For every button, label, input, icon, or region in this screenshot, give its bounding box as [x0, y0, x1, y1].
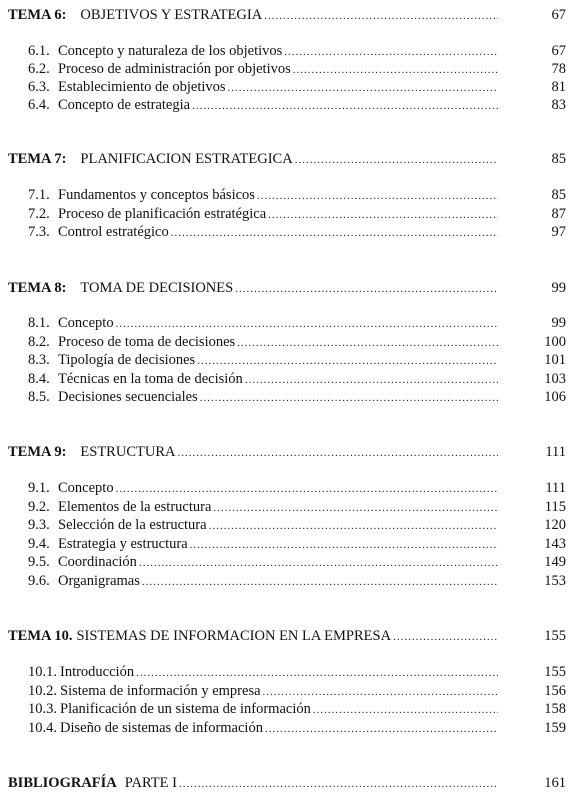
toc-section-row	[28, 572, 566, 591]
chapter-number: TEMA 10.	[8, 628, 73, 644]
toc-section-row	[28, 60, 566, 79]
dot-leader	[265, 720, 498, 738]
dot-leader	[263, 683, 498, 701]
page-number: 83	[551, 97, 566, 113]
section-number: 9.1.	[28, 480, 50, 496]
dot-leader	[179, 775, 498, 793]
chapter-title: OBJETIVOS Y ESTRATEGIA	[80, 7, 263, 23]
dot-leader	[116, 480, 498, 498]
toc-entry-label	[28, 388, 198, 406]
toc-entry-label	[8, 443, 175, 461]
page-number: 143	[544, 536, 566, 552]
section-title: Estrategia y estructura	[58, 536, 188, 552]
toc-section-row	[28, 553, 566, 572]
chapter-number: BIBLIOGRAFÍA	[8, 775, 117, 791]
section-title: Proceso de toma de decisiones	[58, 334, 236, 350]
section-number: 8.5.	[28, 389, 50, 405]
toc-section-row	[28, 370, 566, 389]
toc-chapter-row	[8, 279, 566, 298]
toc-entry-label	[8, 150, 293, 168]
toc-entry-label	[28, 60, 291, 78]
section-title: Control estratégico	[58, 224, 169, 240]
section-number: 7.3.	[28, 224, 50, 240]
chapter-title: ESTRUCTURA	[80, 444, 176, 460]
toc-section-row	[28, 535, 566, 554]
chapter-number: TEMA 9:	[8, 444, 67, 460]
section-number: 6.3.	[28, 79, 50, 95]
dot-leader	[295, 151, 498, 169]
toc-section-row	[28, 498, 566, 517]
page-number: 111	[545, 480, 566, 496]
section-number: 9.5.	[28, 554, 50, 570]
page-number: 155	[544, 664, 566, 680]
toc-entry-label	[28, 370, 243, 388]
chapter-title: SISTEMAS DE INFORMACION EN LA EMPRESA	[76, 628, 392, 644]
toc-entry-label	[28, 516, 207, 534]
page-number: 111	[545, 444, 566, 460]
section-title: Introducción	[60, 664, 135, 680]
toc-section-row	[28, 205, 566, 224]
section-number: 6.4.	[28, 97, 50, 113]
toc-entry-label	[28, 96, 190, 114]
dot-leader	[190, 536, 498, 554]
toc-entry-label	[28, 223, 169, 241]
dot-leader	[116, 315, 498, 333]
section-title: Fundamentos y conceptos básicos	[58, 187, 255, 203]
page-number: 103	[544, 371, 566, 387]
section-title: Planificación de un sistema de información	[60, 701, 311, 717]
section-number: 10.3.	[28, 701, 57, 717]
dot-leader	[313, 701, 498, 719]
page-number: 67	[551, 7, 566, 23]
section-title: Elementos de la estructura	[58, 499, 212, 515]
toc-section-row	[28, 223, 566, 242]
page-number: 149	[544, 554, 566, 570]
toc-section-row	[28, 333, 566, 352]
section-number: 7.1.	[28, 187, 50, 203]
toc-entry-label	[28, 682, 261, 700]
chapter-number: TEMA 7:	[8, 151, 67, 167]
toc-entry-label	[8, 6, 262, 24]
dot-leader	[136, 664, 498, 682]
page-number: 87	[551, 206, 566, 222]
dot-leader	[209, 517, 498, 535]
dot-leader	[235, 280, 498, 298]
toc-entry-label	[28, 314, 114, 332]
toc-chapter-row	[8, 150, 566, 169]
dot-leader	[393, 628, 498, 646]
dot-leader	[264, 7, 498, 25]
section-title: Coordinación	[58, 554, 137, 570]
dot-leader	[228, 79, 498, 97]
section-title: Proceso de planificación estratégica	[58, 206, 267, 222]
page-number: 78	[551, 61, 566, 77]
section-number: 8.4.	[28, 371, 50, 387]
page-number: 85	[551, 187, 566, 203]
page-number: 158	[544, 701, 566, 717]
toc-entry-label	[28, 498, 211, 516]
page-number: 99	[551, 280, 566, 296]
chapter-title: TOMA DE DECISIONES	[80, 280, 234, 296]
dot-leader	[192, 97, 498, 115]
page-number: 161	[544, 775, 566, 791]
section-number: 9.6.	[28, 573, 50, 589]
toc-chapter-row	[8, 627, 566, 646]
toc-section-row	[28, 682, 566, 701]
section-title: Concepto	[58, 315, 114, 331]
section-number: 10.1.	[28, 664, 57, 680]
dot-leader	[284, 43, 498, 61]
toc-entry-label	[8, 774, 177, 792]
section-number: 6.2.	[28, 61, 50, 77]
toc-entry-label	[28, 205, 266, 223]
section-number: 6.1.	[28, 43, 50, 59]
dot-leader	[245, 371, 498, 389]
page-number: 99	[551, 315, 566, 331]
toc-entry-label	[28, 42, 282, 60]
toc-section-row	[28, 351, 566, 370]
page-number: 156	[544, 683, 566, 699]
page-number: 67	[551, 43, 566, 59]
section-title: Proceso de administración por objetivos	[58, 61, 291, 77]
dot-leader	[200, 389, 498, 407]
page-number: 115	[544, 499, 566, 515]
toc-entry-label	[28, 535, 188, 553]
toc-section-row	[28, 479, 566, 498]
dot-leader	[142, 573, 498, 591]
section-title: Diseño de sistemas de información	[60, 720, 263, 736]
toc-chapter-row	[8, 443, 566, 462]
section-number: 8.3.	[28, 352, 50, 368]
section-number: 9.2.	[28, 499, 50, 515]
toc-entry-label	[28, 333, 235, 351]
section-number: 7.2.	[28, 206, 50, 222]
section-number: 9.4.	[28, 536, 50, 552]
toc-entry-label	[28, 553, 137, 571]
page-number: 97	[551, 224, 566, 240]
page-number: 106	[544, 389, 566, 405]
toc-section-row	[28, 186, 566, 205]
dot-leader	[237, 334, 498, 352]
section-number: 8.2.	[28, 334, 50, 350]
dot-leader	[268, 206, 498, 224]
toc-entry-label	[28, 479, 114, 497]
page-number: 155	[544, 628, 566, 644]
section-title: Concepto	[58, 480, 114, 496]
section-number: 10.4.	[28, 720, 57, 736]
dot-leader	[177, 444, 498, 462]
toc-section-row	[28, 96, 566, 115]
section-number: 10.2.	[28, 683, 57, 699]
section-title: Establecimiento de objetivos	[58, 79, 226, 95]
dot-leader	[293, 61, 498, 79]
toc-section-row	[28, 700, 566, 719]
toc-entry-label	[28, 78, 226, 96]
chapter-title: PARTE I	[124, 775, 177, 791]
toc-entry-label	[28, 186, 255, 204]
dot-leader	[171, 224, 498, 242]
toc-entry-label	[8, 627, 391, 645]
section-number: 8.1.	[28, 315, 50, 331]
toc-section-row	[28, 388, 566, 407]
dot-leader	[139, 554, 498, 572]
page-number: 153	[544, 573, 566, 589]
toc-section-row	[28, 516, 566, 535]
section-title: Decisiones secuenciales	[58, 389, 198, 405]
page-number: 101	[544, 352, 566, 368]
section-title: Concepto de estrategia	[58, 97, 191, 113]
page-number: 159	[544, 720, 566, 736]
toc-section-row	[28, 719, 566, 738]
page-number: 120	[544, 517, 566, 533]
section-title: Selección de la estructura	[58, 517, 207, 533]
section-number: 9.3.	[28, 517, 50, 533]
toc-section-row	[28, 663, 566, 682]
toc-entry-label	[28, 572, 140, 590]
page-number: 100	[544, 334, 566, 350]
page-number: 81	[551, 79, 566, 95]
section-title: Sistema de información y empresa	[60, 683, 261, 699]
toc-entry-label	[8, 279, 233, 297]
section-title: Concepto y naturaleza de los objetivos	[58, 43, 283, 59]
dot-leader	[213, 499, 498, 517]
toc-entry-label	[28, 700, 311, 718]
chapter-number: TEMA 8:	[8, 280, 67, 296]
section-title: Tipología de decisiones	[58, 352, 196, 368]
toc-chapter-row	[8, 6, 566, 25]
chapter-title: PLANIFICACION ESTRATEGICA	[80, 151, 293, 167]
dot-leader	[257, 187, 498, 205]
toc-chapter-row	[8, 774, 566, 793]
toc-entry-label	[28, 351, 195, 369]
toc-entry-label	[28, 719, 263, 737]
toc-section-row	[28, 78, 566, 97]
section-title: Técnicas en la toma de decisión	[58, 371, 243, 387]
toc-section-row	[28, 314, 566, 333]
toc-section-row	[28, 42, 566, 61]
page-number: 85	[551, 151, 566, 167]
toc-entry-label	[28, 663, 134, 681]
dot-leader	[197, 352, 498, 370]
section-title: Organigramas	[58, 573, 140, 589]
chapter-number: TEMA 6:	[8, 7, 67, 23]
